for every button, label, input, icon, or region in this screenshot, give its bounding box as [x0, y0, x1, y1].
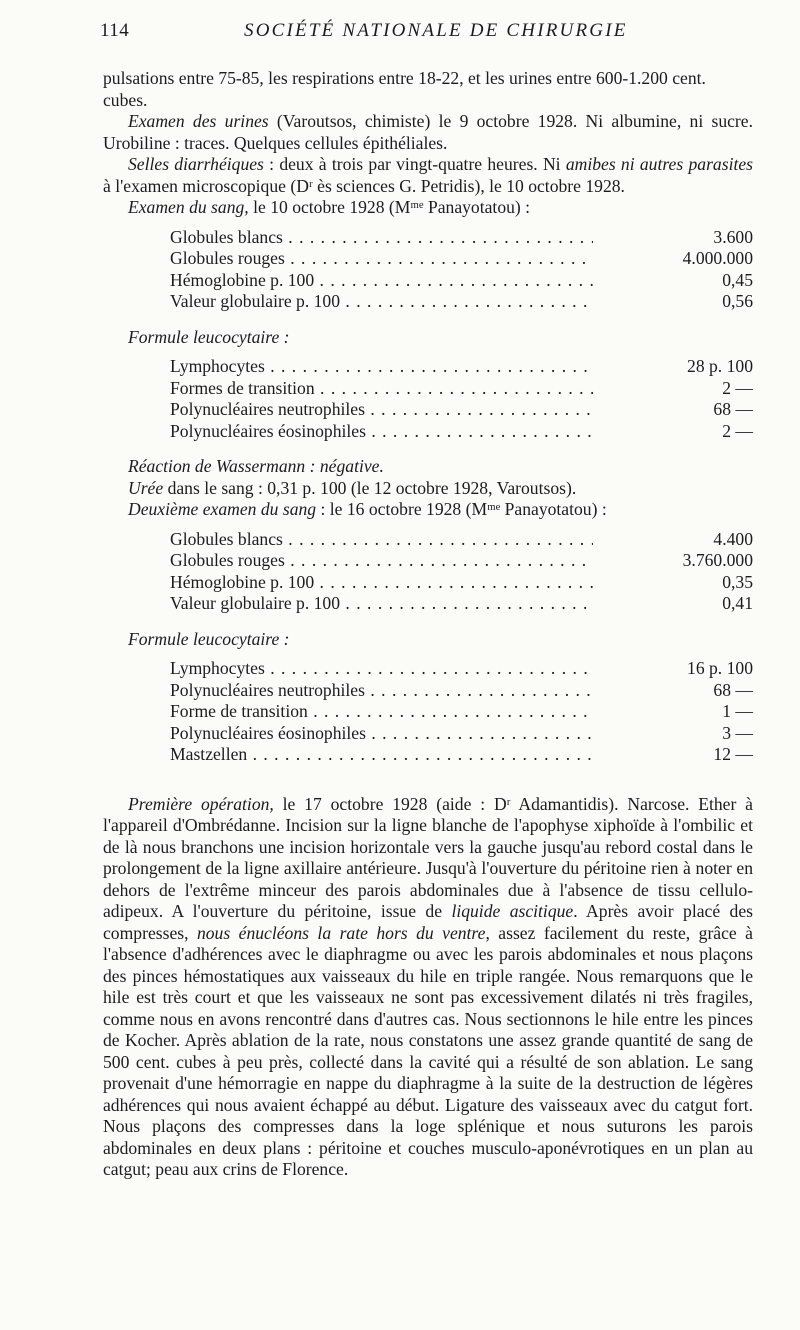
formule-2-title: Formule leucocytaire : — [128, 628, 290, 649]
wassermann-text: Réaction de Wassermann : négative. — [128, 456, 384, 476]
row-value: 2 — — [722, 420, 753, 441]
row-label: Lymphocytes . . . — [170, 356, 593, 378]
row-value: 0,45 — [722, 269, 753, 290]
row-label: Polynucléaires éosinophiles . . . — [170, 723, 593, 745]
row-label: Polynucléaires éosinophiles . . . — [170, 421, 593, 443]
row-value: 0,56 — [722, 291, 753, 311]
formule-2-table — [170, 658, 753, 766]
selles-italic: amibes ni autres parasites — [565, 154, 753, 174]
row-value: 3 — — [722, 722, 753, 743]
table-row — [170, 421, 753, 443]
table-row — [170, 270, 753, 292]
deuxieme-label: Deuxième examen du sang — [128, 499, 317, 519]
selles-text-b: à l'examen microscopique (Dʳ ès sciences G. Petridis), le 10 octobre 1928. — [103, 175, 625, 196]
row-label: Polynucléaires neutrophiles . . . — [170, 680, 593, 702]
row-value: 3.600 — [713, 226, 753, 247]
uree-text: dans le sang : 0,31 p. 100 (le 12 octobre 1928, Varoutsos). — [163, 477, 577, 498]
row-value: 3.760.000 — [682, 550, 753, 570]
table-row — [170, 701, 753, 723]
table-row — [170, 658, 753, 680]
selles-label: Selles diarrhéiques — [128, 154, 264, 174]
row-label: Valeur globulaire p. 100 . . . — [170, 593, 593, 615]
formule-1-title: Formule leucocytaire : — [128, 326, 290, 347]
row-value: 16 p. 100 — [687, 658, 753, 678]
table-row — [170, 291, 753, 313]
row-value: 0,35 — [722, 571, 753, 592]
row-label: Valeur globulaire p. 100 . . . — [170, 291, 593, 313]
row-value: 28 p. 100 — [687, 356, 753, 376]
urines-text: (Varoutsos, chimiste) le 9 octobre 1928. Ni albumine, ni sucre. Urobiline : traces. Quelques cellules épithéliales. — [103, 111, 754, 153]
row-label: Forme de transition . . . — [170, 701, 593, 723]
table-row — [170, 744, 753, 766]
row-label: Globules blancs . . . — [170, 227, 593, 249]
blood-exam-2-table — [170, 529, 753, 615]
operation-text-a: le 17 octobre 1928 (aide : Dʳ Adamantidis). Narcose. Ether à l'appareil d'Ombrédanne. Incision sur la ligne blanche de l'apophyse xiphoïde à l'ombilic et de là nous branchons une incision horizontale vers la gauche jusqu'au rebord costal dans le prolongement de la ligne axillaire antérieure. Jusqu'à l'ouverture du péritoine rien à noter en dehors de l'extrême minceur des parois abdominales due à l'absence de tissu cellulo-adipeux. A l'ouverture du péritoine, issue de — [103, 793, 753, 921]
page-body — [103, 68, 753, 1181]
uree-line — [103, 478, 753, 500]
sang-text: le 10 octobre 1928 (Mᵐᵉ Panayotatou) : — [248, 197, 531, 217]
table-row — [170, 356, 753, 378]
intro-line: pulsations entre 75-85, les respirations entre 18-22, et les urines entre 600-1.200 cent. cubes. — [103, 68, 706, 110]
uree-label: Urée — [128, 477, 164, 498]
row-value: 68 — — [713, 399, 753, 419]
operation-italic-1: liquide ascitique — [451, 901, 574, 921]
table-row — [170, 248, 753, 270]
row-label: Hémoglobine p. 100 . . . — [170, 572, 593, 594]
sang-label: Examen du sang, — [128, 197, 249, 217]
table-row — [170, 399, 753, 421]
table-row — [170, 572, 753, 594]
row-label: Globules rouges . . . — [170, 248, 593, 270]
table-row — [170, 227, 753, 249]
operation-text-b: . Après avoir placé des compresses, — [103, 901, 753, 943]
urines-paragraph — [103, 111, 753, 154]
table-row — [170, 529, 753, 551]
running-title: SOCIÉTÉ NATIONALE DE CHIRURGIE — [244, 20, 628, 41]
operation-label: Première opération, — [128, 793, 274, 814]
wassermann-line — [103, 456, 753, 478]
row-value: 2 — — [722, 377, 753, 398]
table-row — [170, 550, 753, 572]
operation-text-c: , assez facilement du reste, grâce à l'absence d'adhérences avec le diaphragme ou avec les parois abdominales et nous plaçons des pinces hémostatiques aux vaisseaux du hile en triple rangée. Nous remarquons que le hile est très court et que les vaisseaux ne sont pas excessivement dilatés ni très fragiles, comme nous en avons rencontré dans d'autres cas. Nous sectionnons le hile entre les pinces de Kocher. Après ablation de la rate, nous constatons une assez grande quantité de sang de 500 cent. cubes à peu près, collecté dans la cavité qui a résulté de son ablation. Le sang provenait d'une hémorragie en nappe du diaphragme à la suite de la destruction de légères adhérences qui nous avaient échappé au début. Ligature des vaisseaux avec du catgut fort. Nous plaçons des compresses dans la loge splénique et nous suturons les parois abdominales en deux plans : péritoine et couches musculo-aponévrotiques en un plan au catgut; peau aux crins de Florence. — [103, 922, 753, 1179]
row-value: 0,41 — [722, 593, 753, 613]
table-row — [170, 593, 753, 615]
table-row — [170, 680, 753, 702]
selles-paragraph — [103, 154, 753, 197]
formule-1-table — [170, 356, 753, 442]
urines-label: Examen des urines — [128, 111, 269, 131]
blood-exam-1-table — [170, 227, 753, 313]
deuxieme-text: : le 16 octobre 1928 (Mᵐᵉ Panayotatou) : — [316, 499, 607, 519]
row-label: Formes de transition . . . — [170, 378, 593, 400]
row-label: Globules blancs . . . — [170, 529, 593, 551]
deuxieme-line — [103, 499, 753, 521]
row-label: Polynucléaires neutrophiles . . . — [170, 399, 593, 421]
selles-text-a: : deux à trois par vingt-quatre heures. Ni — [263, 154, 566, 174]
row-label: Hémoglobine p. 100 . . . — [170, 270, 593, 292]
operation-italic-2: nous énucléons la rate hors du ventre — [196, 922, 486, 943]
table-row — [170, 378, 753, 400]
row-value: 4.000.000 — [682, 248, 753, 268]
row-value: 1 — — [722, 701, 753, 721]
page-number: 114 — [100, 20, 130, 41]
row-label: Mastzellen . . . — [170, 744, 593, 766]
row-value: 68 — — [713, 679, 753, 700]
row-label: Globules rouges . . . — [170, 550, 593, 572]
operation-paragraph — [103, 794, 753, 1181]
sang-paragraph — [103, 197, 753, 219]
row-value: 12 — — [713, 744, 753, 764]
row-value: 4.400 — [713, 528, 753, 549]
running-header — [100, 20, 752, 46]
row-label: Lymphocytes . . . — [170, 658, 593, 680]
table-row — [170, 723, 753, 745]
